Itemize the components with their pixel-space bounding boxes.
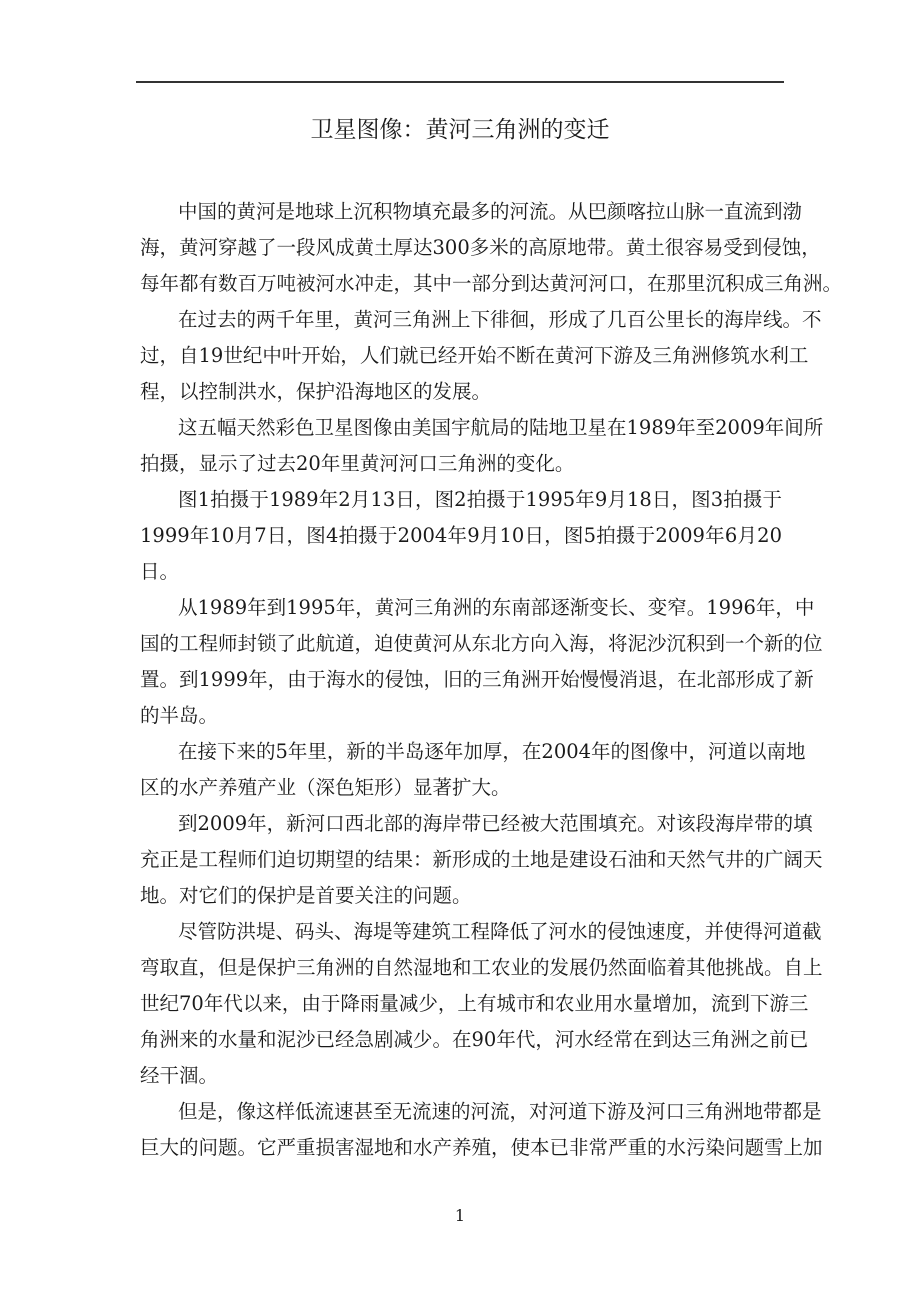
text-line: 巨大的问题。它严重损害湿地和水产养殖，使本已非常严重的水污染问题雪上加 <box>140 1136 823 1159</box>
text-line: 但是，像这样低流速甚至无流速的河流，对河道下游及河口三角洲地带都是 <box>178 1100 822 1123</box>
text-line: 地。对它们的保护是首要关注的问题。 <box>140 884 472 907</box>
text-line: 从1989年到1995年，黄河三角洲的东南部逐渐变长、变窄。1996年，中 <box>178 596 815 619</box>
paragraph <box>140 590 823 734</box>
text-line: 到2009年，新河口西北部的海岸带已经被大范围填充。对该段海岸带的填 <box>178 812 813 835</box>
document-title: 卫星图像：黄河三角洲的变迁 <box>310 117 610 143</box>
text-line: 弯取直，但是保护三角洲的自然湿地和工农业的发展仍然面临着其他挑战。自上 <box>140 956 823 979</box>
paragraph <box>140 410 824 482</box>
paragraph <box>140 734 806 806</box>
paragraph <box>140 806 823 914</box>
text-line: 尽管防洪堤、码头、海堤等建筑工程降低了河水的侵蚀速度，并使得河道截 <box>178 920 822 943</box>
text-line: 的半岛。 <box>140 704 219 727</box>
page-number: 1 <box>454 1206 466 1225</box>
text-line: 国的工程师封锁了此航道，迫使黄河从东北方向入海，将泥沙沉积到一个新的位 <box>140 632 823 655</box>
text-line: 充正是工程师们迫切期望的结果：新形成的土地是建设石油和天然气井的广阔天 <box>140 848 823 871</box>
text-line: 海，黄河穿越了一段风成黄土厚达300多米的高原地带。黄土很容易受到侵蚀， <box>140 236 821 259</box>
text-line: 区的水产养殖产业（深色矩形）显著扩大。 <box>140 776 511 799</box>
text-line: 程，以控制洪水，保护沿海地区的发展。 <box>140 380 492 403</box>
paragraph <box>140 1094 823 1166</box>
text-line: 拍摄，显示了过去20年里黄河河口三角洲的变化。 <box>140 452 575 475</box>
text-line: 在接下来的5年里，新的半岛逐年加厚，在2004年的图像中，河道以南地 <box>178 740 806 763</box>
text-line: 角洲来的水量和泥沙已经急剧减少。在90年代，河水经常在到达三角洲之前已 <box>140 1028 809 1051</box>
text-line: 中国的黄河是地球上沉积物填充最多的河流。从巴颜喀拉山脉一直流到渤 <box>178 200 803 223</box>
document-body <box>140 194 843 1166</box>
paragraph <box>140 482 782 590</box>
text-line: 世纪70年代以来，由于降雨量减少，上有城市和农业用水量增加，流到下游三 <box>140 992 809 1015</box>
text-line: 在过去的两千年里，黄河三角洲上下徘徊，形成了几百公里长的海岸线。不 <box>178 308 822 331</box>
paragraph <box>140 302 822 410</box>
paragraph <box>140 194 843 302</box>
text-line: 过，自19世纪中叶开始，人们就已经开始不断在黄河下游及三角洲修筑水利工 <box>140 344 809 367</box>
text-line: 置。到1999年，由于海水的侵蚀，旧的三角洲开始慢慢消退，在北部形成了新 <box>140 668 814 691</box>
paragraph <box>140 914 823 1094</box>
text-line: 每年都有数百万吨被河水冲走，其中一部分到达黄河河口，在那里沉积成三角洲。 <box>140 272 843 295</box>
text-line: 这五幅天然彩色卫星图像由美国宇航局的陆地卫星在1989年至2009年间所 <box>178 416 824 439</box>
text-line: 1999年10月7日，图4拍摄于2004年9月10日，图5拍摄于2009年6月20 <box>140 524 782 547</box>
text-line: 图1拍摄于1989年2月13日，图2拍摄于1995年9月18日，图3拍摄于 <box>178 488 782 511</box>
text-line: 日。 <box>140 560 180 583</box>
header-rule <box>136 81 784 83</box>
text-line: 经干涸。 <box>140 1064 219 1087</box>
